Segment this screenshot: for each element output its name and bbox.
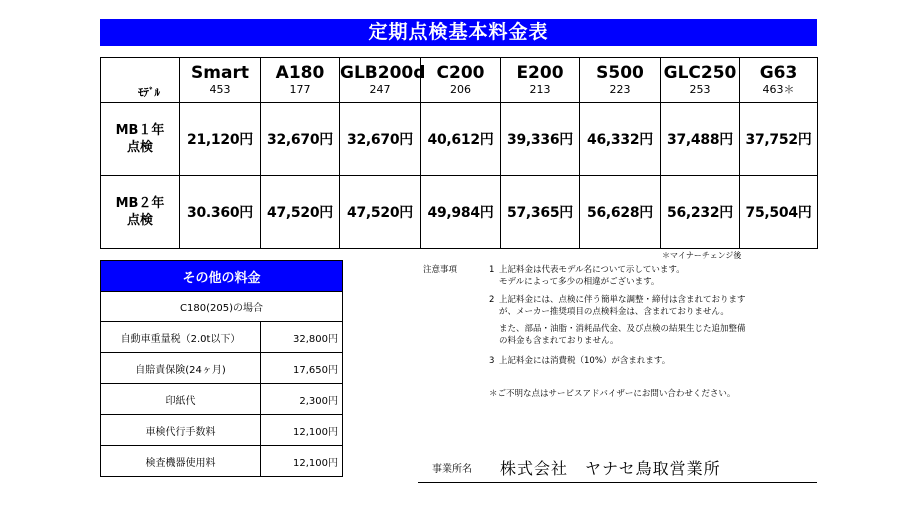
model-code: 177 (289, 83, 311, 96)
model-header (661, 58, 740, 103)
minor-change-note: ＊マイナーチェンジ後 (662, 251, 742, 260)
model-header (740, 58, 818, 103)
row-label-line: 点検 (126, 213, 153, 228)
model-name: GLB200d (340, 63, 426, 83)
model-code: 206 (450, 83, 471, 96)
office-label: 事業所名 (432, 464, 472, 475)
model-header (501, 58, 580, 103)
note-item (489, 295, 829, 318)
other-fees-table (100, 260, 343, 477)
price-cell: 32,670円 (340, 103, 421, 176)
note-text-cont: また、部品・油脂・消耗品代金、及び点検の結果生じた追加整備 (499, 324, 746, 334)
fee-label: 自動車重量税（2.0t以下） (101, 322, 261, 353)
price-cell: 46,332円 (580, 103, 661, 176)
fee-amount: 2,300円 (261, 384, 343, 415)
price-cell: 32,670円 (261, 103, 340, 176)
model-header (180, 58, 261, 103)
row-label-line: MB１年 (115, 123, 165, 138)
office-footer (418, 454, 817, 483)
price-cell: 49,984円 (421, 176, 501, 249)
table-row (101, 446, 343, 477)
note-contact: ＊ご不明な点はサービスアドバイザーにお問い合わせください。 (489, 389, 736, 399)
model-name: GLC250 (663, 63, 737, 83)
model-header (580, 58, 661, 103)
note-text: 上記料金は代表モデル名について示しています。 (499, 265, 685, 275)
price-cell: 56,628円 (580, 176, 661, 249)
row-label (101, 176, 180, 249)
note-item (489, 336, 829, 348)
model-header (340, 58, 426, 103)
table-row (101, 415, 343, 446)
model-code: 213 (529, 83, 551, 96)
fee-label: 車検代行手数料 (101, 415, 261, 446)
note-number: 2 (489, 295, 495, 305)
other-fees-subheader: C180(205)の場合 (101, 292, 343, 322)
other-fees-header: その他の料金 (101, 261, 343, 292)
note-number: 1 (489, 265, 495, 275)
model-code: 453 (209, 83, 231, 96)
price-cell: 40,612円 (421, 103, 501, 176)
model-name: E200 (516, 63, 564, 83)
note-text-cont: モデルによって多少の相違がございます。 (499, 276, 660, 287)
price-cell: 56,232円 (661, 176, 740, 249)
table-row (101, 384, 343, 415)
model-name: A180 (275, 63, 325, 83)
model-code: 463＊ (762, 83, 795, 96)
table-row (101, 353, 343, 384)
model-header-row (101, 58, 818, 103)
note-text-cont: が、メーカー推奨項目の点検料金は、含まれておりません。 (499, 306, 729, 317)
model-label: ﾓﾃﾞﾙ (101, 58, 180, 103)
note-text: 上記料金には消費税（10%）が含まれます。 (499, 356, 671, 366)
fee-label: 印紙代 (101, 384, 261, 415)
model-header (261, 58, 340, 103)
price-cell: 39,336円 (501, 103, 580, 176)
price-cell: 30.360円 (180, 176, 261, 249)
model-name: Smart (191, 63, 249, 83)
note-text: 上記料金には、点検に伴う簡単な調整・締付は含まれております (499, 295, 746, 305)
page-title: 定期点検基本料金表 (100, 19, 817, 46)
table-row (101, 176, 818, 249)
office-name: 株式会社 ヤナセ鳥取営業所 (500, 459, 721, 478)
price-cell: 37,488円 (661, 103, 740, 176)
table-row (101, 103, 818, 176)
model-name: S500 (596, 63, 644, 83)
notes-heading: 注意事項 (423, 265, 458, 275)
note-item (489, 265, 829, 288)
note-number: 3 (489, 356, 495, 366)
price-cell: 37,752円 (740, 103, 818, 176)
price-cell: 21,120円 (180, 103, 261, 176)
model-header (421, 58, 501, 103)
row-label-line: 点検 (126, 140, 153, 155)
note-item (489, 356, 829, 368)
row-label-line: MB２年 (115, 196, 165, 211)
price-cell: 75,504円 (740, 176, 818, 249)
model-code: 253 (689, 83, 711, 96)
fee-amount: 32,800円 (261, 322, 343, 353)
inspection-fee-table (100, 57, 818, 249)
model-code: 223 (609, 83, 631, 96)
price-cell: 47,520円 (261, 176, 340, 249)
fee-amount: 12,100円 (261, 446, 343, 477)
note-item (489, 324, 829, 336)
fee-label: 自賠責保険(24ヶ月) (101, 353, 261, 384)
table-row (101, 322, 343, 353)
price-cell: 57,365円 (501, 176, 580, 249)
fee-amount: 17,650円 (261, 353, 343, 384)
model-name: C200 (436, 63, 485, 83)
price-cell: 47,520円 (340, 176, 421, 249)
fee-amount: 12,100円 (261, 415, 343, 446)
fee-label: 検査機器使用料 (101, 446, 261, 477)
model-code: 247 (369, 83, 391, 96)
row-label (101, 103, 180, 176)
note-text-cont: の料金も含まれておりません。 (499, 336, 619, 346)
model-name: G63 (759, 63, 798, 83)
